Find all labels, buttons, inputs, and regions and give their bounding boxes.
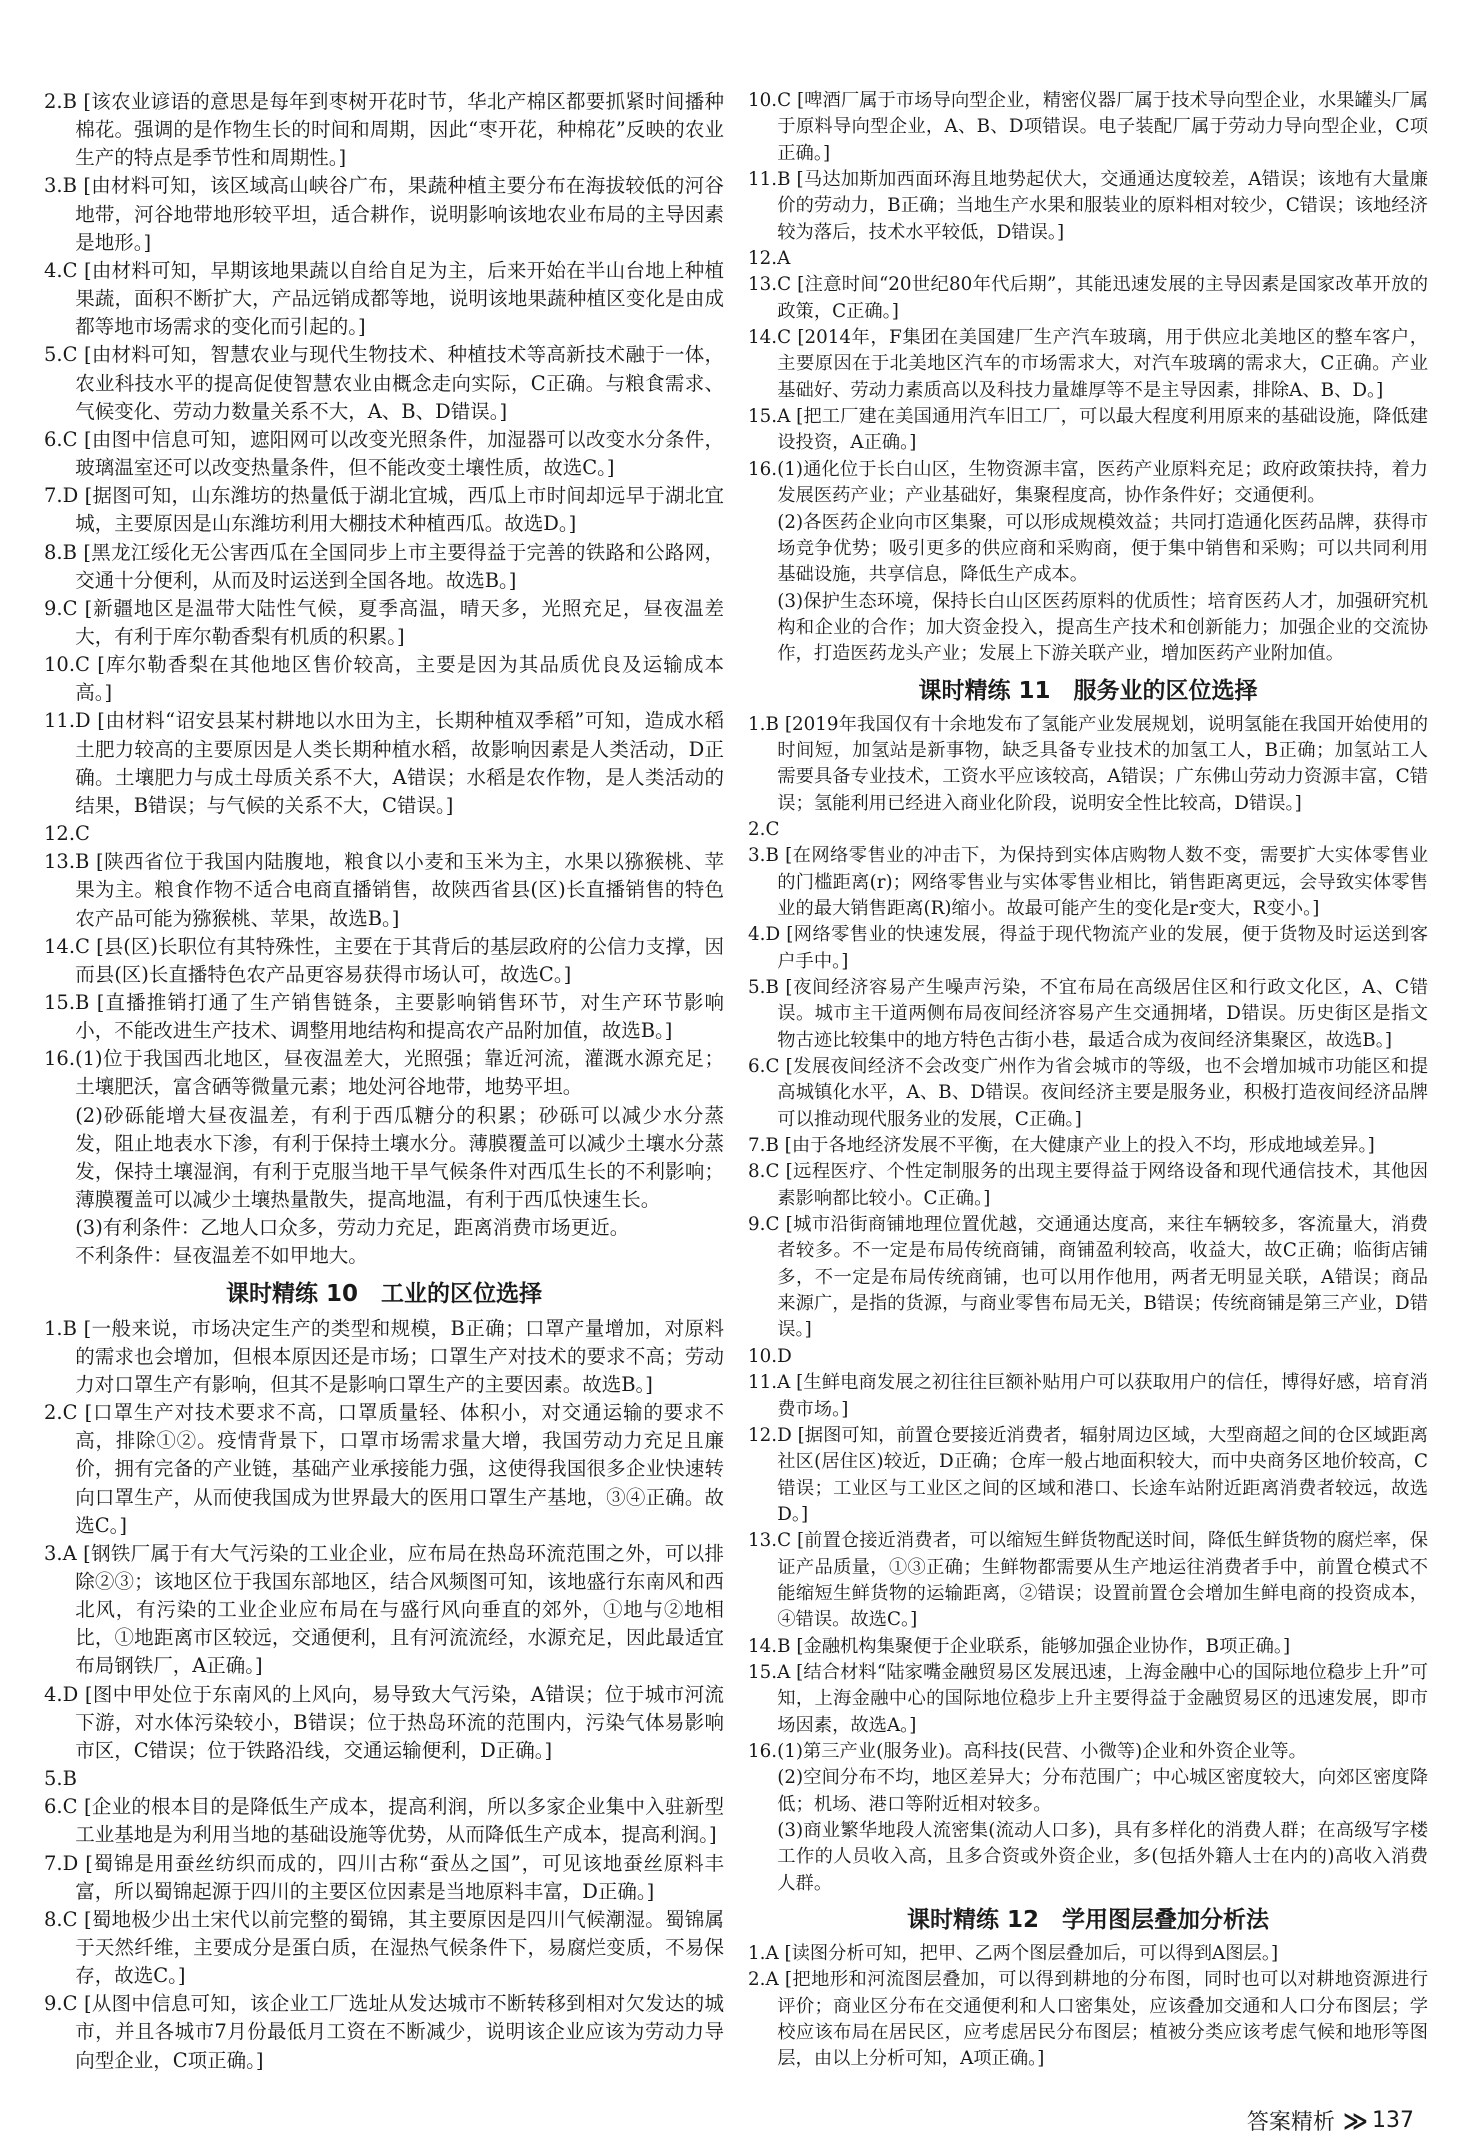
section-heading-12: 课时精练 12 学用图层叠加分析法: [906, 1907, 1269, 1934]
answer-item: 5.C [由材料可知，智慧农业与现代生物技术、种植技术等高新技术融于一体，农业科技水平的提高促使智慧农业由概念走向实际，C正确。与粮食需求、气候变化、劳动力数量关系不大，A、B、D错误。]: [44, 343, 724, 423]
answer-subpart: (3)商业繁华地段人流密集(流动人口多)，具有多样化的消费人群；在高级写字楼工作的人员收入高，且多合资或外资企业，多(包括外籍人士在内的)高收入消费人群。: [777, 1820, 1428, 1894]
answer-item: 9.C [从图中信息可知，该企业工厂选址从发达城市不断转移到相对欠发达的城市，并且各城市7月份最低月工资在不断减少，说明该企业应该为劳动力导向型企业，C项正确。]: [44, 1992, 724, 2072]
answer-item: 15.B [直播推销打通了生产销售链条，主要影响销售环节，对生产环节影响小，不能改进生产技术、调整用地结构和提高农产品附加值，故选B。]: [44, 991, 724, 1043]
answer-item: 13.C [注意时间“20世纪80年代后期”，其能迅速发展的主导因素是国家改革开放的政策，C正确。]: [748, 274, 1428, 322]
answer-item: 7.D [据图可知，山东潍坊的热量低于湖北宜城，西瓜上市时间却远早于湖北宜城，主要原因是山东潍坊利用大棚技术种植西瓜。故选D。]: [44, 484, 724, 536]
page-footer: [1247, 2105, 1414, 2136]
answer-item: 9.C [城市沿街商铺地理位置优越，交通通达度高，来往车辆较多，客流量大，消费者较多。不一定是布局传统商铺，商铺盈利较高，收益大，故C正确；临街店铺多，不一定是布局传统商铺，也可以用作他用，两者无明显关联，A错误；商品来源广，是指的货源，与商业零售布局无关，B错误；传统商铺是第三产业，D错误。]: [748, 1214, 1428, 1341]
answer-item: 11.D [由材料“诏安县某村耕地以水田为主，长期种植双季稻”可知，造成水稻土肥力较高的主要原因是人类长期种植水稻，故影响因素是人类活动，D正确。土壤肥力与成土母质关系不大，A错误；水稻是农作物，是人类活动的结果，B错误；与气候的关系不大，C错误。]: [44, 709, 724, 817]
answer-item: 10.C [啤酒厂属于市场导向型企业，精密仪器厂属于技术导向型企业，水果罐头厂属于原料导向型企业，A、B、D项错误。电子装配厂属于劳动力导向型企业，C项正确。]: [748, 90, 1428, 164]
answer-item: 10.D: [748, 1345, 792, 1367]
answer-item: 3.B [由材料可知，该区域高山峡谷广布，果蔬种植主要分布在海拔较低的河谷地带，河谷地带地形较平坦，适合耕作，说明影响该地农业布局的主导因素是地形。]: [44, 174, 724, 254]
answer-item: 2.C: [748, 818, 780, 840]
answer-subpart: (2)空间分布不均，地区差异大；分布范围广；中心城区密度较大，向郊区密度降低；机场、港口等附近相对较多。: [777, 1767, 1428, 1815]
answer-item: 11.B [马达加斯加西面环海且地势起伏大，交通通达度较差，A错误；该地有大量廉价的劳动力，B正确；当地生产水果和服装业的原料相对较少，C错误；该地经济较为落后，技术水平较低，D错误。]: [748, 169, 1428, 243]
page-number: 137: [1372, 2108, 1414, 2133]
answer-item: 7.B [由于各地经济发展不平衡，在大健康产业上的投入不均，形成地域差异。]: [748, 1135, 1375, 1157]
section-heading-11: 课时精练 11 服务业的区位选择: [918, 677, 1258, 704]
answer-subpart: (2)砂砾能增大昼夜温差，有利于西瓜糖分的积累；砂砾可以减少水分蒸发，阻止地表水下渗，有利于保持土壤水分。薄膜覆盖可以减少土壤水分蒸发，保持土壤湿润，有利于克服当地干旱气候条件对西瓜生长的不利影响；薄膜覆盖可以减少土壤热量散失，提高地温，有利于西瓜快速生长。: [75, 1103, 724, 1212]
answer-item: 12.C: [44, 822, 90, 846]
answer-item: 8.C [远程医疗、个性定制服务的出现主要得益于网络设备和现代通信技术，其他因素影响都比较小。C正确。]: [748, 1161, 1428, 1209]
answer-item: 16.(1)位于我国西北地区，昼夜温差大，光照强；靠近河流，灌溉水源充足；土壤肥沃，富含硒等微量元素；地处河谷地带，地势平坦。: [44, 1047, 724, 1099]
section-heading-10: 课时精练 10 工业的区位选择: [225, 1280, 542, 1307]
answer-item: 13.B [陕西省位于我国内陆腹地，粮食以小麦和玉米为主，水果以猕猴桃、苹果为主。粮食作物不适合电商直播销售，故陕西省县(区)长直播销售的特色农产品可能为猕猴桃、苹果，故选B。]: [44, 850, 724, 930]
answer-item: 4.C [由材料可知，早期该地果蔬以自给自足为主，后来开始在半山台地上种植果蔬，面积不断扩大，产品远销成都等地，说明该地果蔬种植区变化是由成都等地市场需求的变化而引起的。]: [44, 258, 724, 339]
answer-subpart: 不利条件：昼夜温差不如甲地大。: [75, 1244, 368, 1268]
double-chevron-icon: ≫: [1342, 2106, 1364, 2135]
answer-item: 10.C [库尔勒香梨在其他地区售价较高，主要是因为其品质优良及运输成本高。]: [44, 653, 724, 705]
answer-item: 4.D [图中甲处位于东南风的上风向，易导致大气污染，A错误；位于城市河流下游，对水体污染较小，B错误；位于热岛环流的范围内，污染气体易影响市区，C错误；位于铁路沿线，交通运输便利，D正确。]: [44, 1682, 724, 1762]
right-column: [748, 88, 1428, 2073]
answer-item: 2.B [该农业谚语的意思是每年到枣树开花时节，华北产棉区都要抓紧时间播种棉花。强调的是作物生长的时间和周期，因此“枣开花，种棉花”反映的农业生产的特点是季节性和周期性。]: [44, 90, 724, 170]
answer-item: 5.B [夜间经济容易产生噪声污染，不宜布局在高级居住区和行政文化区，A、C错误。城市主干道两侧布局夜间经济容易产生交通拥堵，D错误。历史街区是指文物古迹比较集中的地方特色古街小巷，最适合成为夜间经济集聚区，故选B。]: [748, 977, 1428, 1051]
answer-item: 14.C [2014年，F集团在美国建厂生产汽车玻璃，用于供应北美地区的整车客户，主要原因在于北美地区汽车的市场需求大，对汽车玻璃的需求大，C正确。产业基础好、劳动力素质高以及科技力量雄厚等不是主导因素，排除A、B、D。]: [748, 327, 1428, 401]
answer-item: 14.B [金融机构集聚便于企业联系，能够加强企业协作，B项正确。]: [748, 1635, 1291, 1657]
answer-item: 6.C [企业的根本目的是降低生产成本，提高利润，所以多家企业集中入驻新型工业基地是为利用当地的基础设施等优势，从而降低生产成本，提高利润。]: [44, 1795, 724, 1847]
answer-item: 1.A [读图分析可知，把甲、乙两个图层叠加后，可以得到A图层。]: [748, 1943, 1279, 1965]
answer-subpart: (3)保护生态环境，保持长白山区医药原料的优质性；培育医药人才，加强研究机构和企业的合作；加大资金投入，提高生产技术和创新能力；加强企业的交流协作，打造医药龙头产业；发展上下游关联产业，增加医药产业附加值。: [777, 590, 1428, 665]
left-column: [44, 88, 724, 2075]
answer-item: 12.D [据图可知，前置仓要接近消费者，辐射周边区域，大型商超之间的仓区域距离社区(居住区)较近，D正确；仓库一般占地面积较大，而中央商务区地价较高，C错误；工业区与工业区之间的区域和港口、长途车站附近距离消费者较远，故选D。]: [748, 1424, 1428, 1525]
answer-item: 16.(1)第三产业(服务业)。高科技(民营、小微等)企业和外资企业等。: [748, 1740, 1307, 1762]
answer-item: 1.B [一般来说，市场决定生产的类型和规模，B正确；口罩产量增加，对原料的需求也会增加，但根本原因还是市场；口罩生产对技术的要求不高；劳动力对口罩生产有影响，但其不是影响口罩生产的主要因素。故选B。]: [44, 1316, 724, 1396]
footer-label: 答案精析: [1246, 2110, 1335, 2135]
answer-item: 9.C [新疆地区是温带大陆性气候，夏季高温，晴天多，光照充足，昼夜温差大，有利于库尔勒香梨有机质的积累。]: [44, 596, 724, 648]
answer-item: 14.C [县(区)长职位有其特殊性，主要在于其背后的基层政府的公信力支撑，因而县(区)长直播特色农产品更容易获得市场认可，故选C。]: [44, 934, 724, 986]
answer-subpart: (2)各医药企业向市区集聚，可以形成规模效益；共同打造通化医药品牌，获得市场竞争优势；吸引更多的供应商和采购商，便于集中销售和采购；可以共同利用基础设施，共享信息，降低生产成本。: [777, 511, 1428, 586]
answer-item: 2.C [口罩生产对技术要求不高，口罩质量轻、体积小，对交通运输的要求不高，排除①②。疫情背景下，口罩市场需求量大增，我国劳动力充足且廉价，拥有完备的产业链，基础产业承接能力强，这使得我国很多企业快速转向口罩生产，从而使我国成为世界最大的医用口罩生产基地，③④正确。故选C。]: [44, 1401, 724, 1537]
answer-item: 4.D [网络零售业的快速发展，得益于现代物流产业的发展，便于货物及时运送到客户手中。]: [748, 924, 1428, 972]
answer-item: 3.B [在网络零售业的冲击下，为保持到实体店购物人数不变，需要扩大实体零售业的门槛距离(r)；网络零售业与实体零售业相比，销售距离更远，会导致实体零售业的最大销售距离(R)缩小。故最可能产生的变化是r变大，R变小。]: [748, 845, 1428, 919]
answer-item: 12.A: [748, 248, 791, 270]
answer-item: 6.C [发展夜间经济不会改变广州作为省会城市的等级，也不会增加城市功能区和提高城镇化水平，A、B、D错误。夜间经济主要是服务业，积极打造夜间经济品牌可以推动现代服务业的发展，C正确。]: [748, 1056, 1428, 1130]
answer-item: 13.C [前置仓接近消费者，可以缩短生鲜货物配送时间，降低生鲜货物的腐烂率，保证产品质量，①③正确；生鲜物都需要从生产地运往消费者手中，前置仓模式不能缩短生鲜货物的运输距离，②错误；设置前置仓会增加生鲜电商的投资成本，④错误。故选C。]: [748, 1530, 1428, 1631]
answer-item: 5.B: [44, 1767, 77, 1791]
answer-item: 7.D [蜀锦是用蚕丝纺织而成的，四川古称“蚕丛之国”，可见该地蚕丝原料丰富，所以蜀锦起源于四川的主要区位因素是当地原料丰富，D正确。]: [44, 1851, 724, 1903]
answer-item: 15.A [结合材料“陆家嘴金融贸易区发展迅速，上海金融中心的国际地位稳步上升”可知，上海金融中心的国际地位稳步上升主要得益于金融贸易区的迅速发展，即市场因素，故选A。]: [748, 1661, 1428, 1736]
answer-item: 8.C [蜀地极少出土宋代以前完整的蜀锦，其主要原因是四川气候潮湿。蜀锦属于天然纤维，主要成分是蛋白质，在湿热气候条件下，易腐烂变质，不易保存，故选C。]: [44, 1907, 724, 1988]
answer-item: 3.A [钢铁厂属于有大气污染的工业企业，应布局在热岛环流范围之外，可以排除②③；该地区位于我国东部地区，结合风频图可知，该地盛行东南风和西北风，有污染的工业企业应布局在与盛行风向垂直的郊外，①地与②地相比，①地距离市区较远，交通便利，且有河流流经，水源充足，因此最适宜布局钢铁厂，A正确。]: [44, 1541, 724, 1678]
answer-item: 16.(1)通化位于长白山区，生物资源丰富，医药产业原料充足；政府政策扶持，着力发展医药产业；产业基础好，集聚程度高，协作条件好；交通便利。: [748, 458, 1428, 507]
answer-item: 2.A [把地形和河流图层叠加，可以得到耕地的分布图，同时也可以对耕地资源进行评价；商业区分布在交通便利和人口密集处，应该叠加交通和人口分布图层；学校应该布局在居民区，应考虑居民分布图层；植被分类应该考虑气候和地形等图层，由以上分析可知，A项正确。]: [748, 1969, 1428, 2070]
answer-item: 11.A [生鲜电商发展之初往往巨额补贴用户可以获取用户的信任，博得好感，培育消费市场。]: [748, 1372, 1428, 1420]
answer-item: 15.A [把工厂建在美国通用汽车旧工厂，可以最大程度利用原来的基础设施，降低建设投资，A正确。]: [748, 406, 1428, 454]
answer-subpart: (3)有利条件：乙地人口众多，劳动力充足，距离消费市场更近。: [75, 1216, 630, 1240]
answer-item: 8.B [黑龙江绥化无公害西瓜在全国同步上市主要得益于完善的铁路和公路网，交通十分便利，从而及时运送到全国各地。故选B。]: [44, 540, 724, 592]
answer-item: 6.C [由图中信息可知，遮阳网可以改变光照条件，加湿器可以改变水分条件，玻璃温室还可以改变热量条件，但不能改变土壤性质，故选C。]: [44, 427, 724, 480]
answer-item: 1.B [2019年我国仅有十余地发布了氢能产业发展规划，说明氢能在我国开始使用的时间短，加氢站是新事物，缺乏具备专业技术的加氢工人，B正确；加氢站工人需要具备专业技术，工资水平应该较高，A错误；广东佛山劳动力资源丰富，C错误；氢能利用已经进入商业化阶段，说明安全性比较高，D错误。]: [748, 713, 1428, 814]
